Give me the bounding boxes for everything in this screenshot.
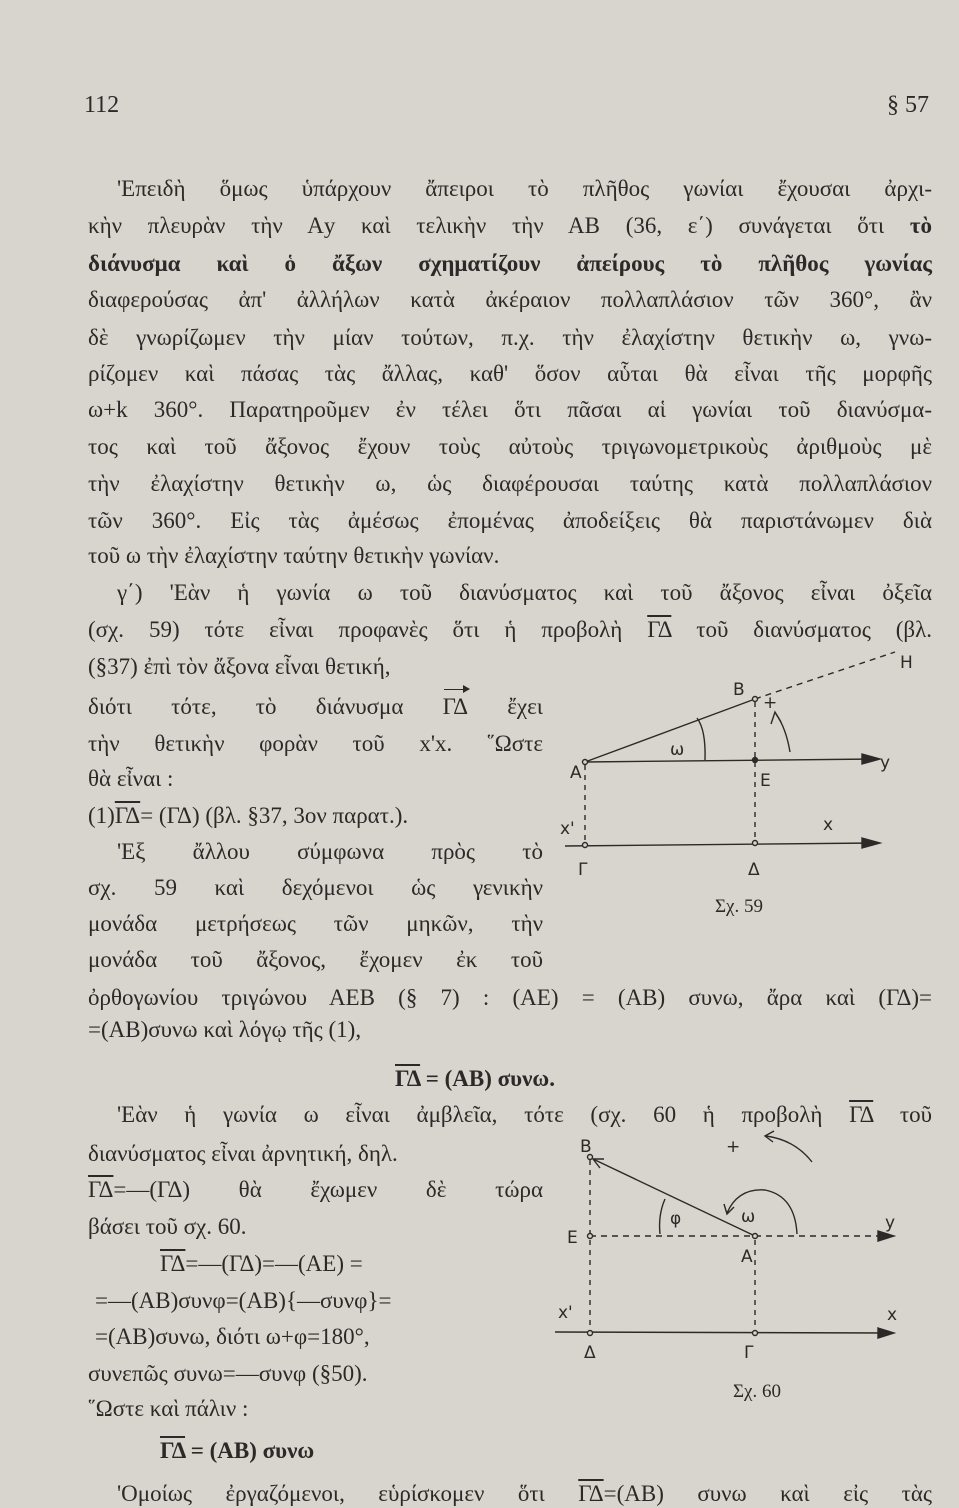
text-segment: (§37) ἐπὶ τὸν ἄξονα εἶναι θετική,	[88, 654, 391, 679]
figure-59	[565, 652, 895, 848]
overlined-segment: $\overline{\Gamma\Delta}$	[160, 1251, 186, 1276]
axis-x	[555, 1332, 890, 1333]
text-segment: = (ΑΒ) συνω.	[420, 1066, 555, 1091]
text-segment: συνεπῶς συνω=—συνφ (§50).	[88, 1361, 368, 1386]
label-omega: ω	[741, 1207, 756, 1227]
label-plus: +	[763, 693, 778, 713]
text-segment: κὴν πλευρὰν τὴν Αy καὶ τελικὴν τὴν ΑΒ (36, ε΄) συνάγεται ὅτι	[88, 213, 910, 238]
overlined-segment: $\overline{\Gamma\Delta}$	[88, 1177, 114, 1202]
text-segment: διανύσματος εἶναι ἀρνητική, δηλ.	[88, 1141, 398, 1166]
text-segment: = (ΑΒ) συνω	[185, 1438, 315, 1463]
text-segment: =(ΑΒ)συνω, διότι ω+φ=180°,	[95, 1324, 370, 1349]
overlined-segment: $\overline{\Gamma\Delta}$	[647, 617, 672, 642]
text-segment: =(ΑΒ)συνω καὶ λόγῳ τῆς (1),	[88, 1017, 362, 1042]
text-segment: διαφερούσας ἀπ' ἀλλήλων κατὰ ἀκέραιον πολλαπλάσιον τῶν 360°, ἂν	[88, 287, 932, 312]
overlined-segment: $\overline{\Gamma\Delta}$	[578, 1481, 604, 1506]
text-segment: =(ΑΒ) συνω καὶ εἰς τὰς	[603, 1481, 933, 1506]
label-Gamma: Γ	[578, 860, 588, 880]
text-segment: (1)	[88, 803, 115, 828]
label-y: y	[880, 753, 891, 773]
text-segment: τοῦ διανύσματος (βλ.	[671, 617, 932, 642]
figure-60	[555, 1131, 894, 1338]
label-B: B	[580, 1137, 592, 1157]
text-segment: ω+k 360°. Παρατηροῦμεν ἐν τέλει ὅτι πᾶσαι αἱ γωνίαι τοῦ διανύσμα-	[88, 397, 932, 422]
figure-60-caption: Σχ. 60	[733, 1381, 781, 1402]
text-segment: βάσει τοῦ σχ. 60.	[88, 1214, 247, 1239]
overlined-segment: $\overline{\Gamma\Delta}$	[114, 803, 141, 828]
text-segment: ρίζομεν καὶ πάσας τὰς ἄλλας, καθ' ὅσον αὗται θὰ εἶναι τῆς μορφῆς	[88, 361, 932, 386]
axis-x	[565, 843, 875, 846]
section-number: § 57	[887, 92, 929, 118]
text-segment: τος καὶ τοῦ ἄξονος ἔχουν τοὺς αὐτοὺς τριγωνομετρικοὺς ἀριθμοὺς μὲ	[88, 434, 932, 459]
text-segment: 'Ομοίως ἐργαζόμενοι, εὑρίσκομεν ὅτι	[117, 1481, 579, 1506]
text-segment: ὀρθογωνίου τριγώνου ΑΕΒ (§ 7) : (ΑΕ) = (ΑΒ) συνω, ἄρα καὶ (ΓΔ)=	[88, 985, 932, 1010]
text-segment: δὲ γνωρίζωμεν τὴν μίαν τούτων, π.χ. τὴν ἐλαχίστην θετικὴν ω, γνω-	[88, 325, 932, 350]
text-segment: μονάδα μετρήσεως τῶν μηκῶν, τὴν	[88, 911, 543, 936]
label-phi: φ	[670, 1209, 682, 1229]
text-segment: τοῦ ω τὴν ἐλαχίστην ταύτην θετικὴν γωνίαν.	[88, 543, 500, 568]
page-number: 112	[84, 92, 120, 118]
label-E: E	[760, 771, 771, 791]
label-A: A	[741, 1247, 753, 1267]
arrowhead-x	[862, 838, 880, 848]
text-segment: =—(ΑΒ)συνφ=(ΑΒ){—συνφ}=	[95, 1288, 392, 1313]
label-x-prime: x'	[560, 819, 575, 839]
label-B: B	[733, 680, 745, 700]
figure-59-labels	[560, 653, 913, 917]
label-y: y	[885, 1213, 896, 1233]
text-segment: μονάδα τοῦ ἄξονος, ἔχομεν ἐκ τοῦ	[88, 947, 543, 972]
rotation-arrow	[766, 1136, 812, 1162]
text-segment: γ΄) 'Εὰν ἡ γωνία ω τοῦ διανύσματος καὶ τοῦ ἄξονος εἶναι ὀξεῖα	[117, 580, 932, 605]
text-segment: =—(ΓΔ)=—(ΑΕ) =	[185, 1251, 363, 1276]
vector-segment: ΓΔ	[442, 694, 469, 719]
arrowhead-y	[862, 754, 880, 764]
text-segment: =—(ΓΔ) θὰ ἔχωμεν δὲ τώρα	[113, 1177, 543, 1202]
angle-arc-omega	[697, 718, 705, 760]
text-segment: τὴν θετικὴν φορὰν τοῦ x'x. ῞Ωστε	[88, 731, 543, 756]
overlined-segment: $\overline{\Gamma\Delta}$	[160, 1438, 186, 1463]
label-x: x	[823, 815, 834, 835]
figure-59-caption: Σχ. 59	[715, 896, 763, 917]
text-segment: 'Εξ ἄλλου σύμφωνα πρὸς τὸ	[117, 839, 543, 864]
overlined-segment: $\overline{\Gamma\Delta}$	[395, 1066, 421, 1091]
text-segment: σχ. 59 καὶ δεχόμενοι ὡς γενικὴν	[88, 875, 543, 900]
extension-BH	[755, 652, 895, 699]
axis-Ay	[585, 759, 875, 762]
text-segment: θὰ εἶναι :	[88, 766, 174, 791]
rotation-arrow	[776, 714, 790, 752]
text-segment: τῶν 360°. Εἰς τὰς ἀμέσως ἐπομένας ἀποδείξεις θὰ παριστάνωμεν διὰ	[88, 508, 932, 533]
figure-60-labels	[558, 1137, 897, 1402]
label-plus: +	[726, 1137, 741, 1157]
text-segment: τοῦ	[873, 1102, 932, 1127]
text-segment: (σχ. 59) τότε εἶναι προφανὲς ὅτι ἡ προβολὴ	[88, 617, 648, 642]
overlined-segment: $\overline{\Gamma\Delta}$	[849, 1102, 874, 1127]
text-segment: 'Επειδὴ ὅμως ὑπάρχουν ἄπειροι τὸ πλῆθος γωνίαι ἔχουσαι ἀρχι-	[117, 176, 932, 201]
text-segment: διότι τότε, τὸ διάνυσμα	[88, 694, 443, 719]
text-segment: διάνυσμα καὶ ὁ ἄξων σχηματίζουν ἀπείρους τὸ πλῆθος γωνίας	[88, 251, 932, 276]
label-H: H	[900, 653, 913, 673]
text-segment: ἔχει	[468, 694, 543, 719]
text-segment: τὴν ἐλαχίστην θετικὴν ω, ὡς διαφέρουσαι ταύτης κατὰ πολλαπλάσιον	[88, 471, 932, 496]
label-Delta: Δ	[584, 1343, 596, 1363]
label-x-prime: x'	[558, 1303, 573, 1323]
label-E: E	[567, 1228, 578, 1248]
label-Gamma: Γ	[744, 1343, 754, 1363]
label-x: x	[887, 1305, 898, 1325]
label-Delta: Δ	[748, 860, 760, 880]
text-segment: ῞Ωστε καὶ πάλιν :	[88, 1396, 249, 1421]
label-omega: ω	[670, 740, 685, 760]
text-segment: = (ΓΔ) (βλ. §37, 3ον παρατ.).	[140, 803, 409, 828]
text-segment: 'Εὰν ἡ γωνία ω εἶναι ἀμβλεῖα, τότε (σχ. 60 ἡ προβολὴ	[117, 1102, 850, 1127]
text-segment: τὸ	[909, 213, 932, 238]
label-A: A	[570, 763, 582, 783]
angle-arc-phi	[660, 1199, 665, 1234]
